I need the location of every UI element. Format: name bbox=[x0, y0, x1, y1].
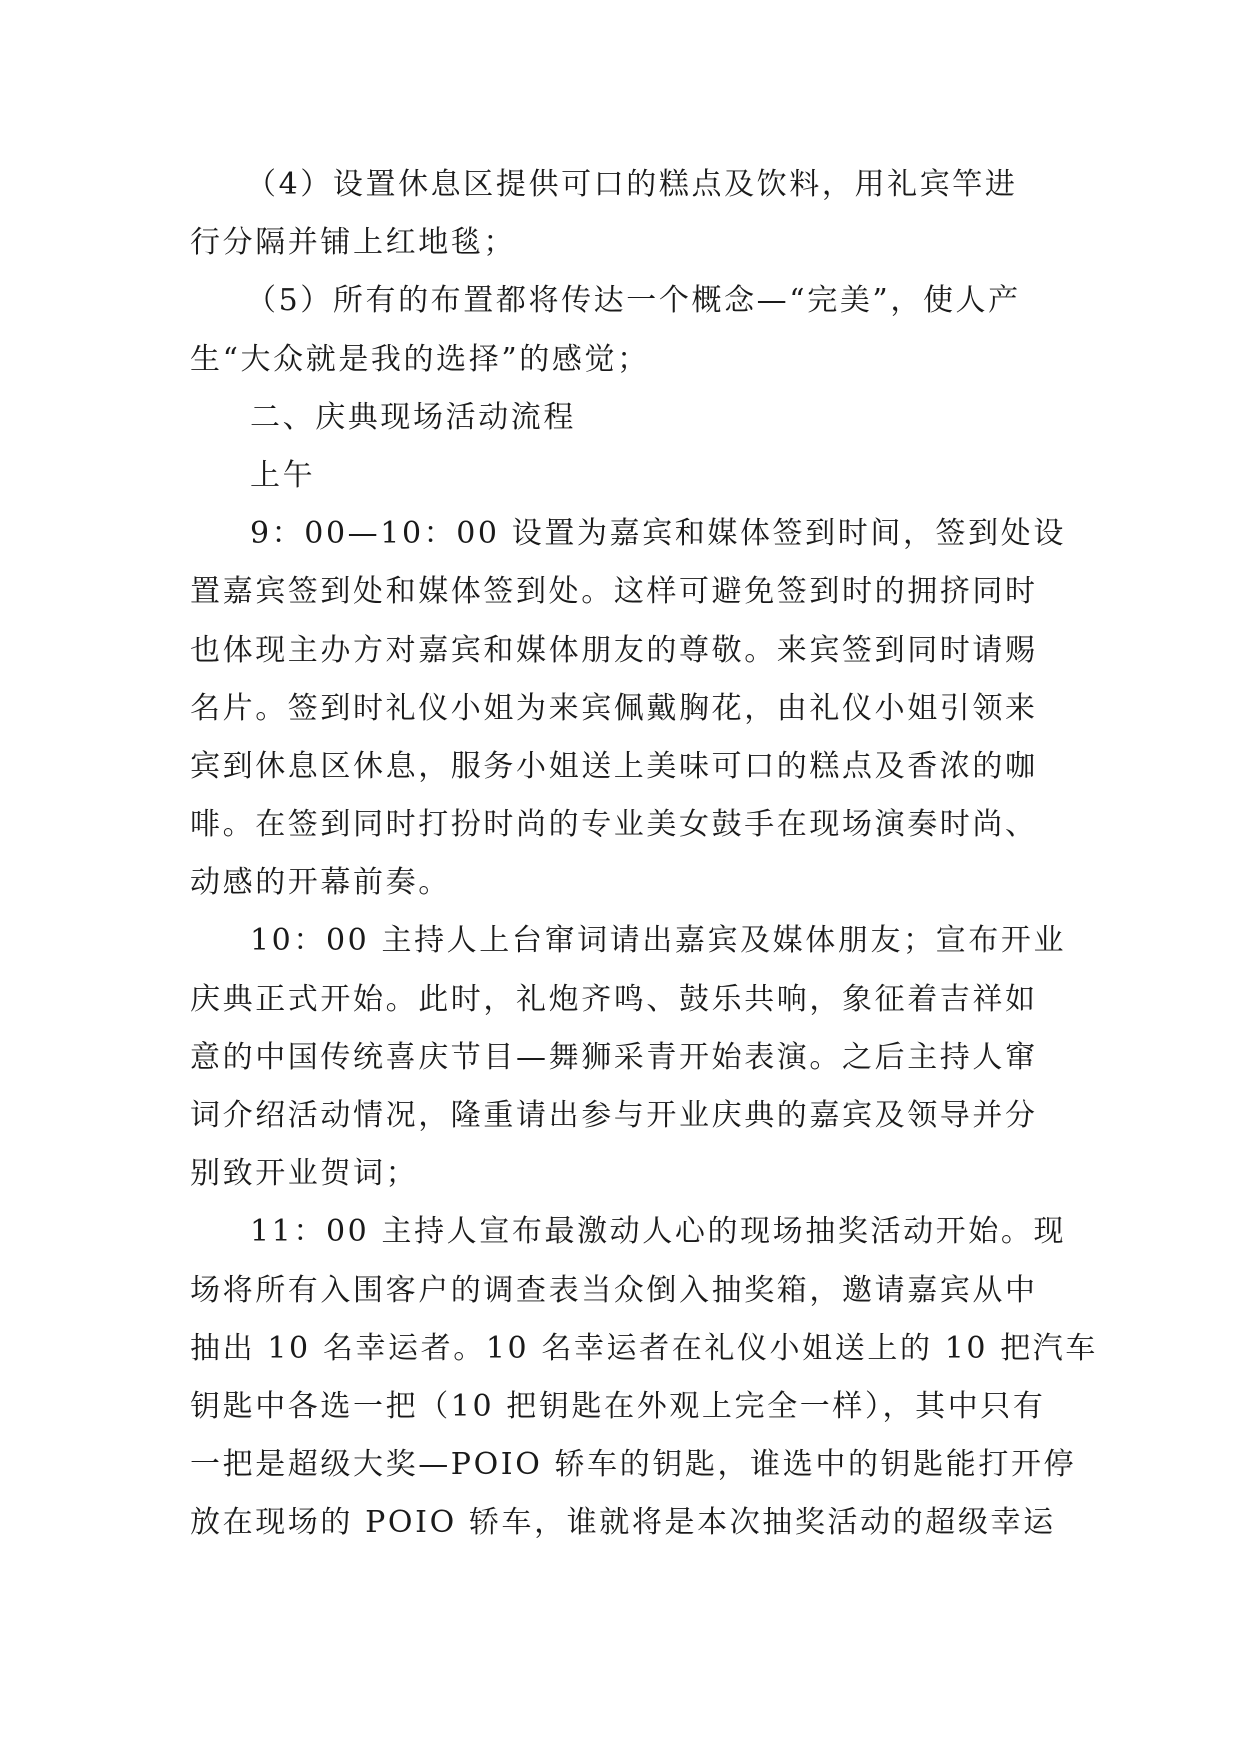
paragraph-line: 啡。在签到同时打扮时尚的专业美女鼓手在现场演奏时尚、 bbox=[190, 807, 1038, 843]
subheading-morning: 上午 bbox=[250, 457, 316, 493]
paragraph-line: 一把是超级大奖—POIO 轿车的钥匙，谁选中的钥匙能打开停 bbox=[190, 1447, 1077, 1483]
paragraph-line: 11：00 主持人宣布最激动人心的现场抽奖活动开始。现 bbox=[250, 1214, 1067, 1250]
paragraph-line: 词介绍活动情况，隆重请出参与开业庆典的嘉宾及领导并分 bbox=[190, 1098, 1038, 1133]
paragraph-line: （5）所有的布置都将传达一个概念—“完美”，使人产 bbox=[246, 283, 1021, 319]
paragraph-line: 别致开业贺词； bbox=[190, 1156, 419, 1192]
paragraph-line: 宾到休息区休息，服务小姐送上美味可口的糕点及香浓的咖 bbox=[190, 748, 1038, 784]
paragraph-line: 场将所有入围客户的调查表当众倒入抽奖箱，邀请嘉宾从中 bbox=[190, 1272, 1038, 1308]
document-body bbox=[190, 156, 1099, 1553]
paragraph-line: 生“大众就是我的选择”的感觉； bbox=[190, 341, 650, 377]
paragraph-line: 动感的开幕前奏。 bbox=[190, 865, 451, 901]
paragraph-line: 意的中国传统喜庆节目—舞狮采青开始表演。之后主持人窜 bbox=[190, 1039, 1038, 1075]
paragraph-line: 钥匙中各选一把（10 把钥匙在外观上完全一样），其中只有 bbox=[190, 1388, 1046, 1424]
paragraph-line: 也体现主办方对嘉宾和媒体朋友的尊敬。来宾签到同时请赐 bbox=[190, 632, 1038, 668]
paragraph-line: 庆典正式开始。此时，礼炮齐鸣、鼓乐共响，象征着吉祥如 bbox=[190, 981, 1038, 1017]
paragraph-line: 10：00 主持人上台窜词请出嘉宾及媒体朋友；宣布开业 bbox=[250, 923, 1067, 959]
section-heading: 二、庆典现场活动流程 bbox=[250, 399, 576, 435]
paragraph-line: （4）设置休息区提供可口的糕点及饮料，用礼宾竿进 bbox=[246, 167, 1018, 202]
paragraph-line: 9：00—10：00 设置为嘉宾和媒体签到时间，签到处设 bbox=[250, 516, 1066, 552]
paragraph-line: 名片。签到时礼仪小姐为来宾佩戴胸花，由礼仪小姐引领来 bbox=[190, 690, 1038, 726]
paragraph-line: 置嘉宾签到处和媒体签到处。这样可避免签到时的拥挤同时 bbox=[190, 574, 1038, 610]
paragraph-line: 抽出 10 名幸运者。10 名幸运者在礼仪小姐送上的 10 把汽车 bbox=[190, 1330, 1099, 1366]
paragraph-line: 放在现场的 POIO 轿车，谁就将是本次抽奖活动的超级幸运 bbox=[190, 1505, 1056, 1541]
paragraph-line: 行分隔并铺上红地毯； bbox=[190, 225, 516, 261]
